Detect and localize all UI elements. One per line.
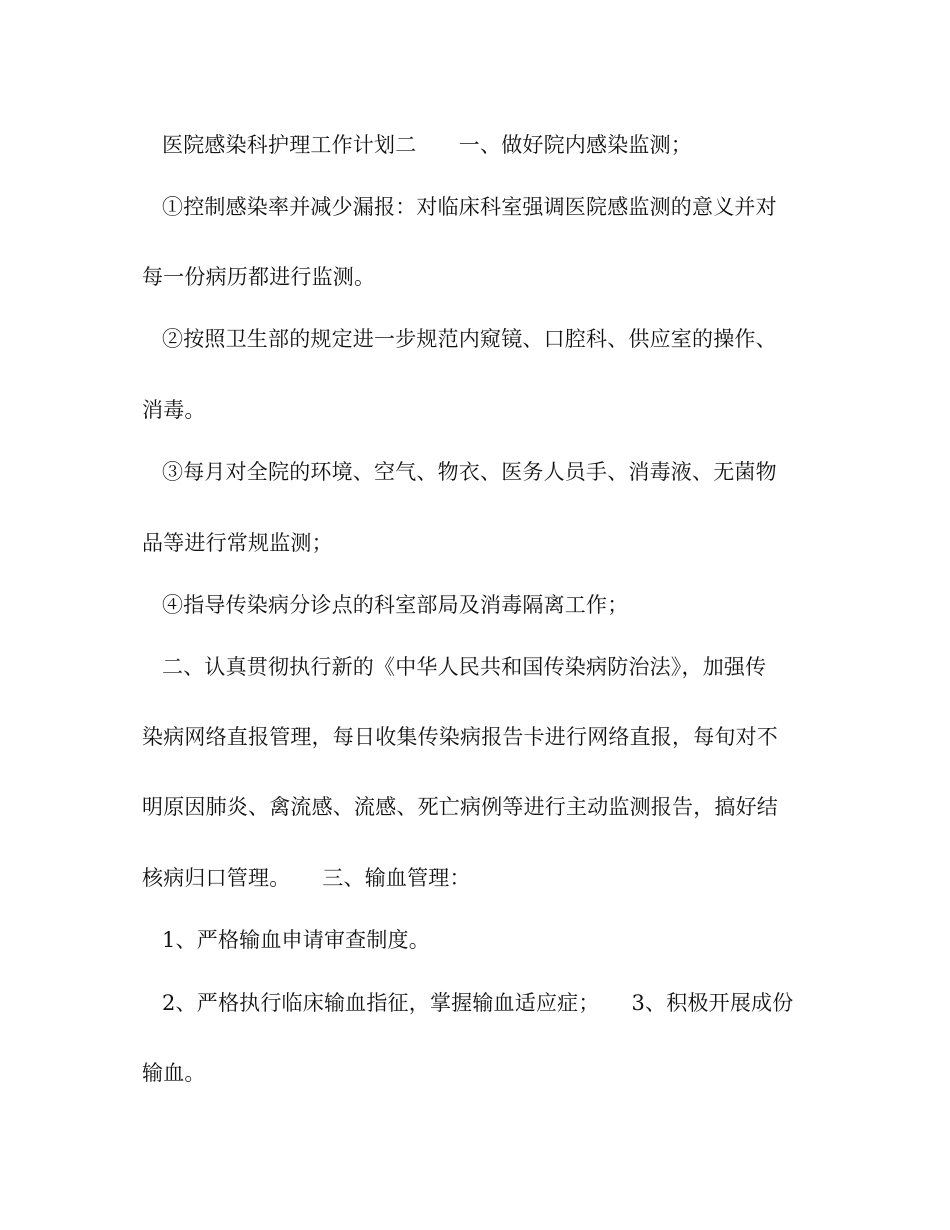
text-line: 核病归口管理。 三、输血管理：	[142, 866, 471, 890]
text-line: ②按照卫生部的规定进一步规范内窥镜、口腔科、供应室的操作、	[162, 327, 777, 351]
text-line: 明原因肺炎、禽流感、流感、死亡病例等进行主动监测报告，搞好结	[142, 795, 778, 819]
text-line: 输血。	[142, 1061, 206, 1085]
text-line: 1、严格输血申请审查制度。	[162, 928, 430, 952]
text-line: 染病网络直报管理，每日收集传染病报告卡进行网络直报，每旬对不	[142, 725, 778, 749]
text-line: ④指导传染病分诊点的科室部局及消毒隔离工作；	[162, 593, 629, 617]
text-line: 医院感染科护理工作计划二 一、做好院内感染监测；	[162, 133, 692, 157]
text-line: 品等进行常规监测；	[142, 531, 333, 555]
text-line: 2、严格执行临床输血指征，掌握输血适应症； 3、积极开展成份	[162, 991, 794, 1015]
text-line: ③每月对全院的环境、空气、物衣、医务人员手、消毒液、无菌物	[162, 460, 777, 484]
text-line: 二、认真贯彻执行新的《中华人民共和国传染病防治法》，加强传	[162, 655, 767, 679]
text-line: ①控制感染率并减少漏报：对临床科室强调医院感监测的意义并对	[162, 195, 777, 219]
text-line: 每一份病历都进行监测。	[142, 265, 376, 289]
text-line: 消毒。	[142, 398, 206, 422]
